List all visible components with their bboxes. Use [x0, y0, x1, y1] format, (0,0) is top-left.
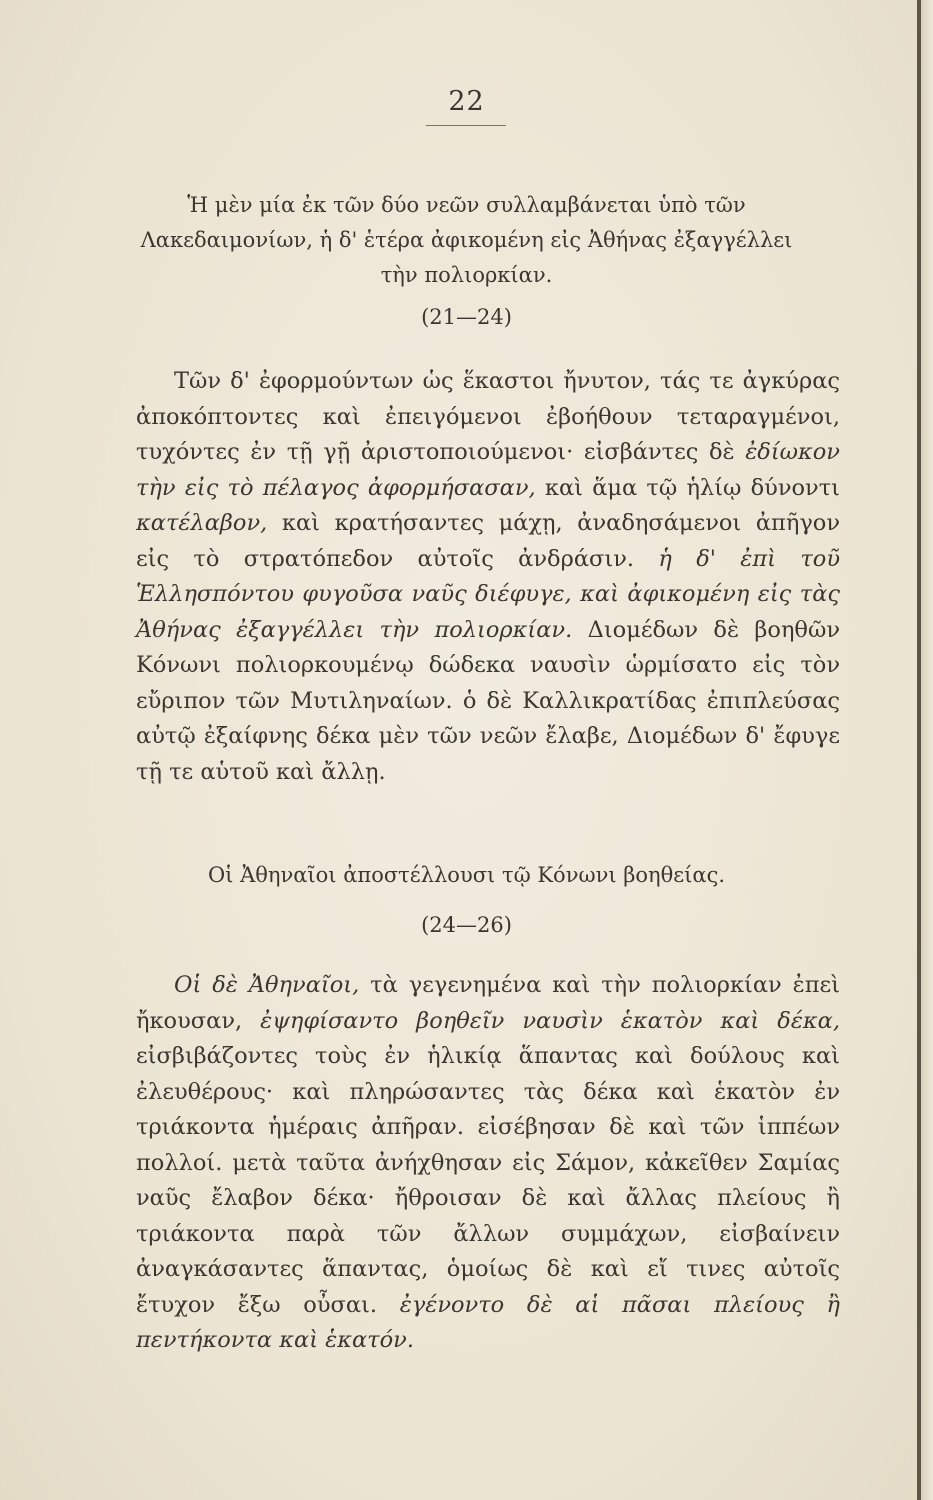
paragraph-1: [136, 364, 840, 790]
italic-run: κατέλαβον,: [136, 510, 268, 536]
page-number-rule: [426, 125, 506, 126]
text-run: Διομέδων δὲ βοηθῶν Κόνωνι πολιορκουμένῳ δώδεκα ναυσὶν ὡρμίσατο εἰς τὸν εὔριπον τῶν Μυτιληναίων. ὁ δὲ Καλλικρατίδας ἐπιπλεύσας αὐτῷ ἐξαίφνης δέκα μὲν τῶν νεῶν ἔλαβε, Διομέδων δ' ἔφυγε τῇ τε αὑτοῦ καὶ ἄλλῃ.: [136, 616, 840, 785]
page-number: 22: [448, 86, 485, 117]
paragraph-1-text: [136, 364, 840, 790]
text-run: Τῶν δ' ἐφορμούντων ὡς ἕκαστοι ἤνυτον, τάς τε ἀγκύρας ἀποκόπτοντες καὶ ἐπειγόμενοι ἐβοήθουν τεταραγμένοι, τυχόντες ἐν τῇ γῇ ἀριστοποιούμενοι· εἰσβάντες δὲ: [136, 368, 840, 465]
paragraph-2: [136, 968, 840, 1359]
section-range-2: (24—26): [421, 913, 512, 937]
text-run: εἰσβιβάζοντες τοὺς ἐν ἡλικίᾳ ἅπαντας καὶ δούλους καὶ ἐλευθέρους· καὶ πληρώσαντες τὰς δέκα καὶ ἑκατὸν ἐν τριάκοντα ἡμέραις ἀπῆραν. εἰσέβησαν δὲ καὶ τῶν ἱππέων πολλοί. μετὰ ταῦτα ἀνήχθησαν εἰς Σάμον, κἀκεῖθεν Σαμίας ναῦς ἔλαβον δέκα· ἤθροισαν δὲ καὶ ἄλλας πλείους ἢ τριάκοντα παρὰ τῶν ἄλλων συμμάχων, εἰσβαίνειν ἀναγκάσαντες ἅπαντας, ὁμοίως δὲ καὶ εἴ τινες αὐτοῖς ἔτυχον ἔξω οὖσαι.: [136, 1043, 840, 1318]
italic-run: Οἱ δὲ Ἀθηναῖοι,: [174, 972, 360, 998]
section-heading-1: Ἡ μὲν μία ἐκ τῶν δύο νεῶν συλλαμβάνεται ὑπὸ τῶν Λακεδαιμονίων, ἡ δ' ἑτέρα ἀφικομένη εἰς Ἀθήνας ἐξαγγέλλει τὴν πολιορκίαν.: [140, 193, 793, 287]
italic-run: ἡ δ' ἐπὶ τοῦ Ἑλλησπόντου φυγοῦσα ναῦς διέφυγε, καὶ ἀφικομένη εἰς τὰς Ἀθήνας ἐξαγγέλλει τὴν πολιορκίαν.: [136, 545, 840, 643]
text-run: καὶ κρατήσαντες μάχῃ, ἀναδησάμενοι ἀπῆγον εἰς τὸ στρατόπεδον αὐτοῖς ἀνδράσιν.: [136, 510, 840, 572]
text-run: καὶ ἅμα τῷ ἡλίῳ δύνοντι: [535, 474, 840, 501]
section-range-1: (21—24): [421, 305, 512, 329]
section-heading-2: Οἱ Ἀθηναῖοι ἀποστέλλουσι τῷ Κόνωνι βοηθείας.: [207, 863, 726, 887]
text-run: τὰ γεγενημένα καὶ τὴν πολιορκίαν ἐπεὶ ἤκουσαν,: [136, 972, 840, 1034]
italic-run: ἐδίωκον τὴν εἰς τὸ πέλαγος ἀφορμήσασαν,: [136, 439, 840, 501]
italic-run: ἐψηφίσαντο βοηθεῖν ναυσὶν ἑκατὸν καὶ δέκα,: [260, 1007, 840, 1034]
italic-run: ἐγένοντο δὲ αἱ πᾶσαι πλείους ἢ πεντήκοντα καὶ ἑκατόν.: [136, 1291, 840, 1353]
paragraph-2-text: [136, 968, 840, 1359]
